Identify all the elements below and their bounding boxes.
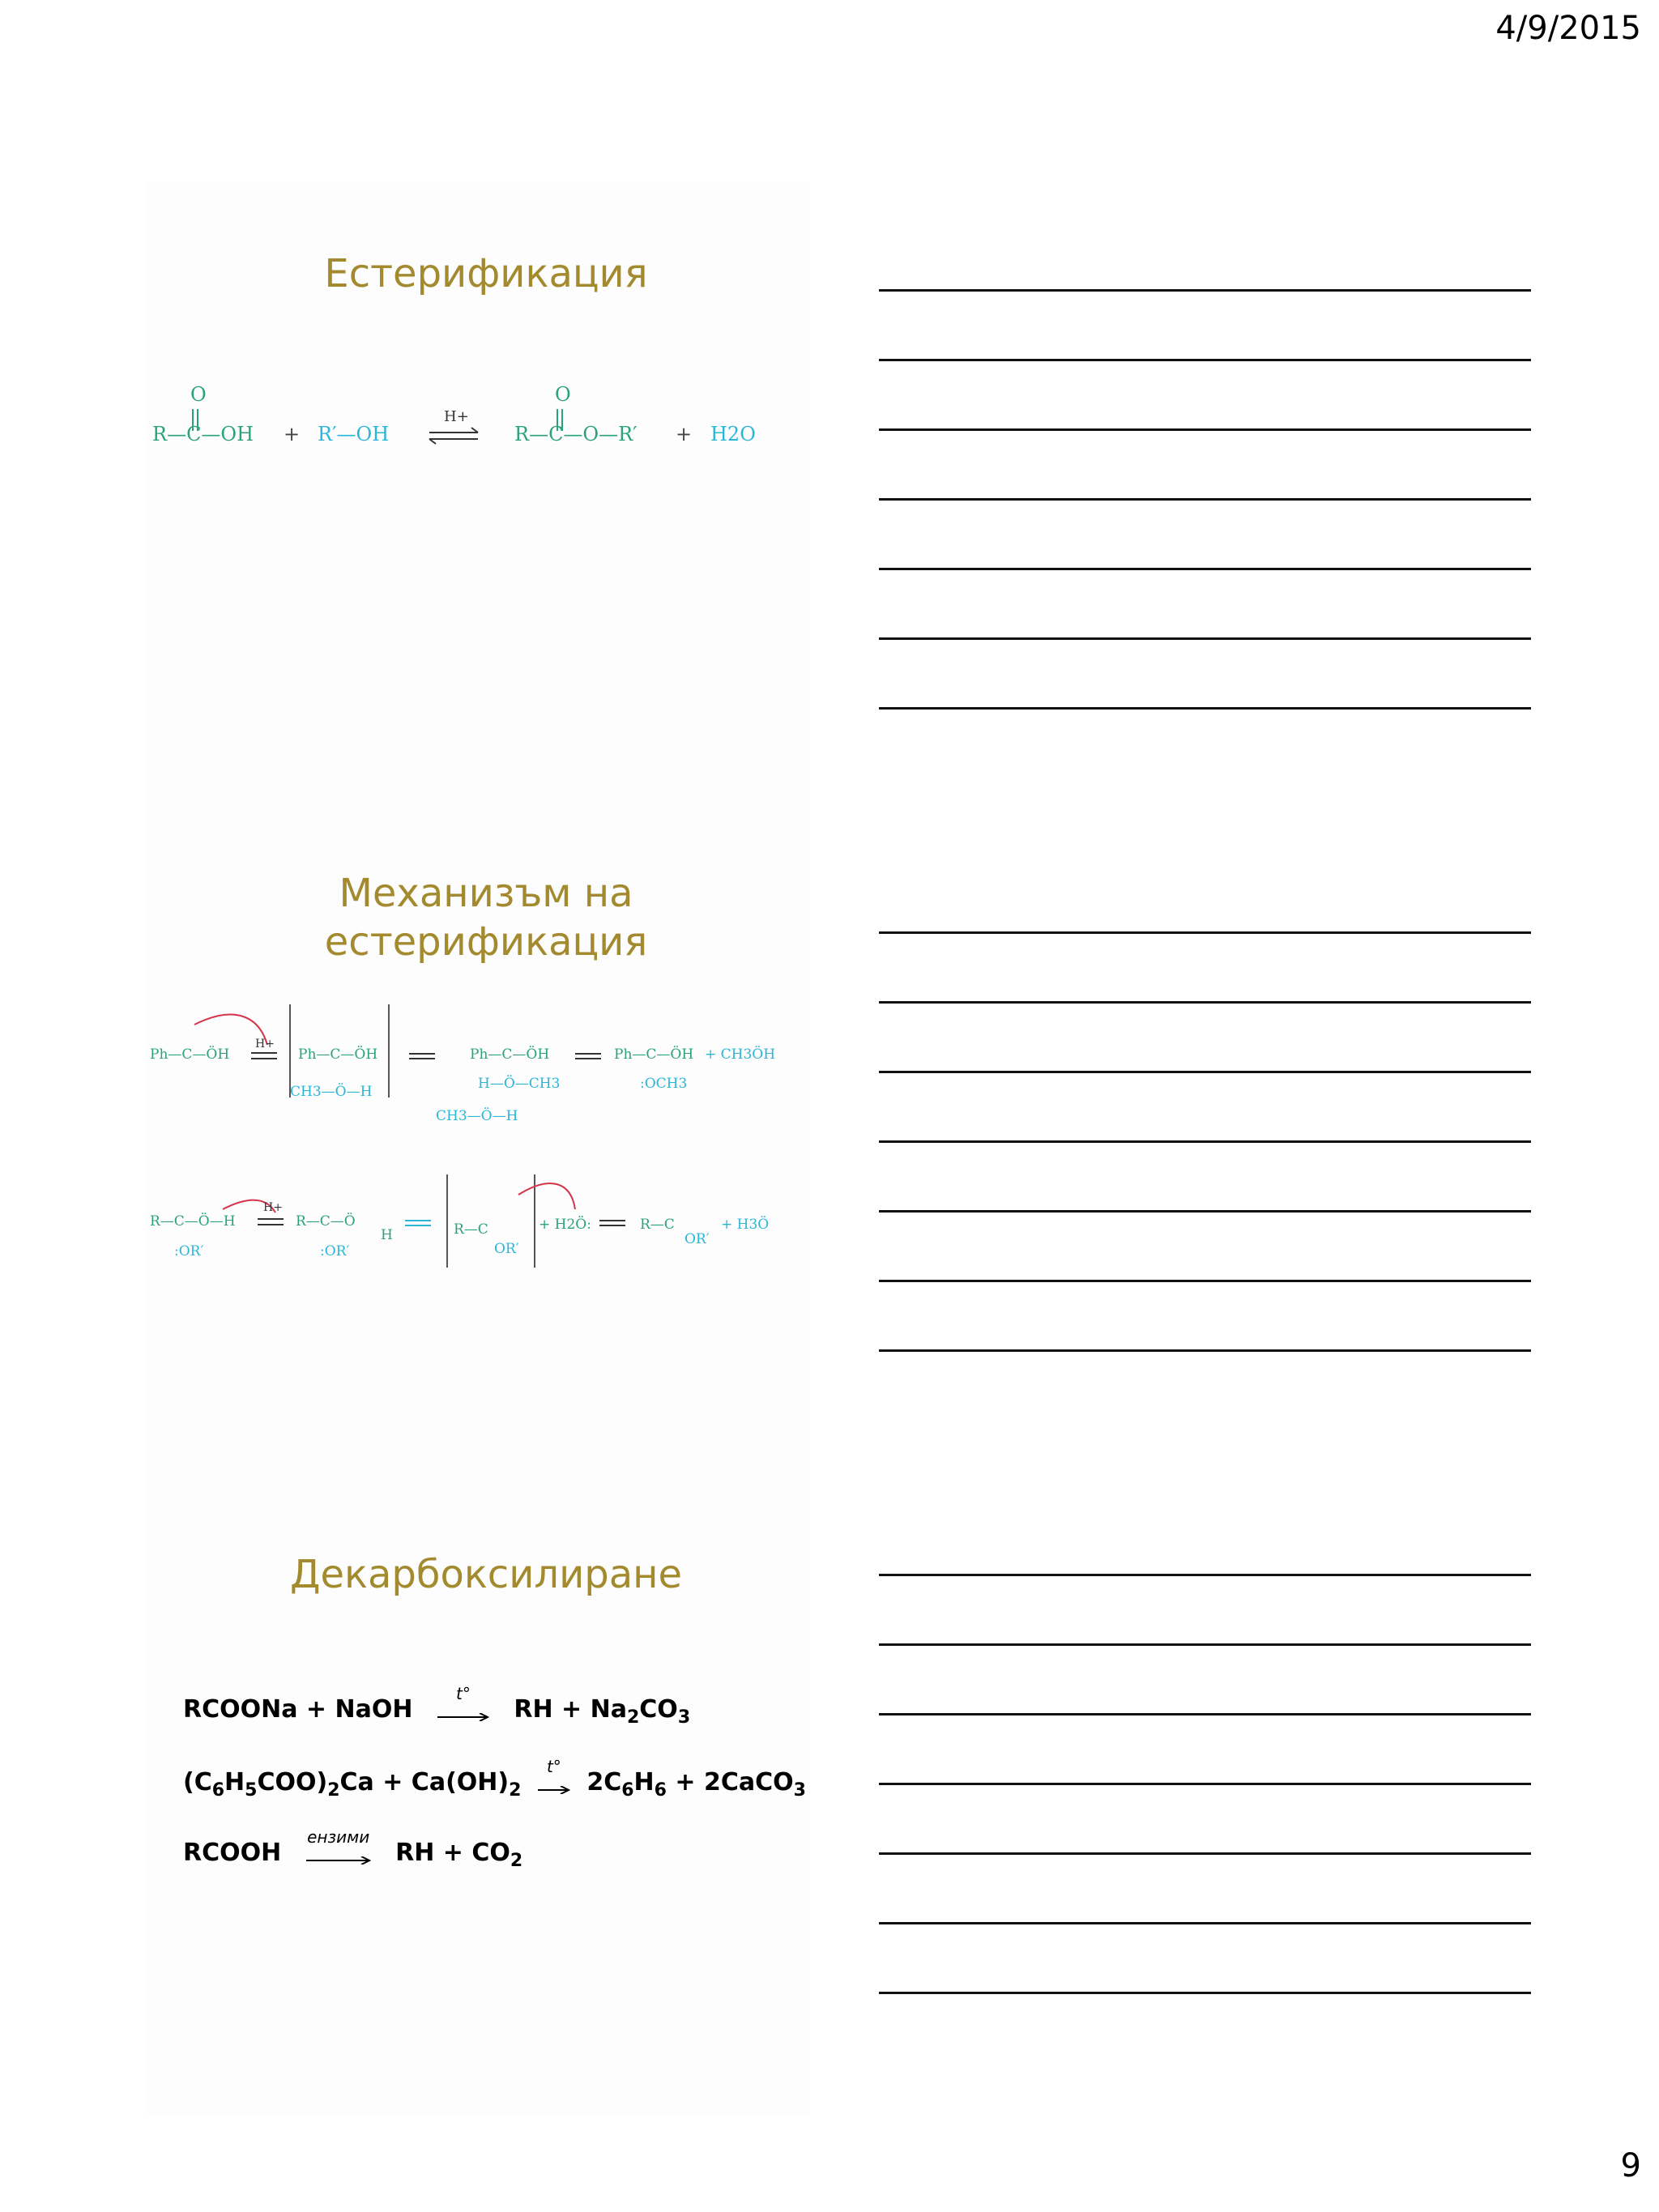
note-line	[879, 1713, 1531, 1715]
note-line	[879, 1071, 1531, 1073]
note-line	[879, 568, 1531, 570]
mech-r2-b: R—C—Ö	[296, 1213, 356, 1230]
note-line	[879, 1852, 1531, 1855]
page-number: 9	[1620, 2147, 1641, 2184]
note-line	[879, 1210, 1531, 1213]
esterification-equation	[146, 373, 778, 470]
enzyme-arrow: ензими	[306, 1842, 371, 1866]
mech-r2-h: H	[381, 1227, 393, 1243]
note-line	[879, 1140, 1531, 1143]
note-line	[879, 359, 1531, 361]
decarb-equation-1: RCOONa + NaOH t° RH + $Na_2CO_3$	[183, 1683, 691, 1728]
note-line	[879, 637, 1531, 640]
note-line	[879, 707, 1531, 710]
note-line	[879, 1001, 1531, 1004]
mech-r1-och3: :OCH3	[640, 1076, 688, 1092]
catalyst-label: H+	[444, 408, 469, 425]
mech-r1-ch3oh-2: CH3—Ö—H	[436, 1108, 518, 1124]
mechanism-diagram	[146, 1000, 794, 1276]
mech-r2-a: R—C—Ö—H	[150, 1213, 236, 1230]
note-line	[879, 498, 1531, 501]
mech-r2-or3: OR′	[494, 1241, 519, 1257]
mech-r1-ch3oh-1: CH3—Ö—H	[290, 1084, 373, 1100]
notes-lines-1	[879, 289, 1531, 777]
mech-r2-or2: :OR′	[320, 1243, 350, 1259]
mech-r1-ph1: Ph—C—ÖH	[150, 1046, 230, 1063]
plus-2: +	[676, 423, 693, 445]
mech-r2-or4: OR′	[684, 1231, 710, 1247]
mech-r1-ph3: Ph—C—ÖH	[470, 1046, 550, 1063]
note-line	[879, 1574, 1531, 1576]
reactant-alcohol: R′—OH	[318, 423, 390, 445]
mech-r2-d: R—C	[640, 1217, 675, 1233]
carbonyl-o-1: O	[190, 383, 207, 406]
note-line	[879, 428, 1531, 431]
mech-r1-hplus: H+	[255, 1038, 275, 1051]
note-line	[879, 1922, 1531, 1924]
slide-title-mechanism-1: Механизъм на	[339, 871, 633, 916]
note-line	[879, 1349, 1531, 1352]
note-line	[879, 1783, 1531, 1785]
mech-r2-water: + H2Ö:	[539, 1217, 591, 1233]
mech-r2-hplus: H+	[263, 1201, 283, 1214]
mech-r1-h-och3: H—Ö—CH3	[478, 1076, 561, 1092]
heat-arrow-2: t°	[538, 1771, 570, 1796]
reactant-acid: R—C—OH	[152, 423, 254, 445]
slide-title-decarboxylation: Декарбоксилиране	[289, 1552, 683, 1597]
note-line	[879, 1280, 1531, 1282]
carbonyl-o-2: O	[555, 383, 571, 406]
note-line	[879, 1643, 1531, 1646]
notes-lines-2	[879, 931, 1531, 1419]
date: 4/9/2015	[1495, 10, 1641, 47]
notes-lines-3	[879, 1574, 1531, 2061]
note-line	[879, 931, 1531, 934]
mech-r1-ph4: Ph—C—ÖH	[614, 1046, 694, 1063]
decarb-equation-2: $(C_6H_5COO)_2Ca + Ca(OH)_2$ t° $2C_6H_6$ + 2CaCO$_3$	[183, 1756, 806, 1801]
slide-title-esterification: Естерификация	[324, 251, 648, 296]
mech-r2-h3o: + H3Ö	[721, 1217, 770, 1233]
note-line	[879, 1992, 1531, 1994]
decarb-equation-3: RCOOH ензими RH + $CO_2$	[183, 1826, 523, 1871]
product-ester: R—C—O—R′	[514, 423, 638, 445]
heat-arrow-1: t°	[437, 1698, 489, 1723]
product-water: H2O	[710, 423, 756, 445]
mech-r2-or1: :OR′	[174, 1243, 204, 1259]
mech-r2-c: R—C	[454, 1221, 488, 1238]
mech-r1-ph2: Ph—C—ÖH	[298, 1046, 378, 1063]
slide-title-mechanism-2: естерификация	[324, 919, 648, 965]
mech-r1-product: + CH3ÖH	[705, 1046, 776, 1063]
note-line	[879, 289, 1531, 292]
plus-1: +	[284, 423, 301, 445]
